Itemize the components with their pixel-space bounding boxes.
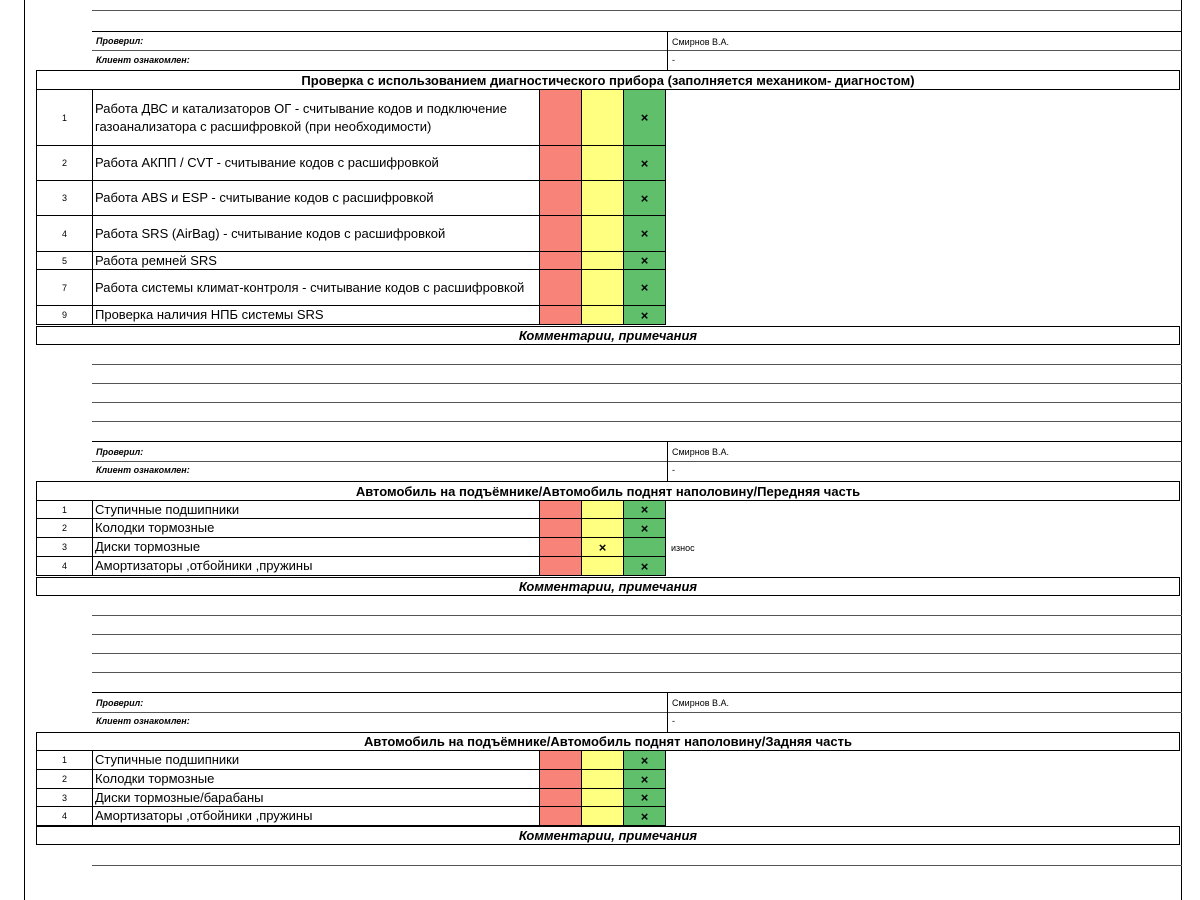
- status-yellow-cell[interactable]: [581, 807, 623, 826]
- row-label: Работа ABS и ESP - считывание кодов с расшифровкой: [92, 181, 539, 216]
- status-green-cell[interactable]: [623, 181, 666, 216]
- check-mark-icon: ×: [598, 539, 607, 555]
- row-label: Работа системы климат-контроля - считывание кодов с расшифровкой: [92, 270, 539, 306]
- row-label: Диски тормозные: [92, 538, 539, 557]
- check-mark-icon: ×: [640, 110, 649, 125]
- status-yellow-cell[interactable]: [581, 216, 623, 252]
- check-mark-icon: ×: [640, 253, 649, 268]
- row-note[interactable]: износ: [671, 542, 695, 553]
- comment-line[interactable]: [92, 441, 1182, 442]
- status-yellow-cell[interactable]: [581, 538, 623, 557]
- checked-by-value: Смирнов В.А.: [672, 447, 729, 457]
- row-number: 9: [36, 306, 92, 325]
- comment-line[interactable]: [92, 634, 1182, 635]
- row-number: 3: [36, 789, 92, 807]
- status-red-cell[interactable]: [539, 751, 581, 770]
- divider: [667, 31, 668, 70]
- comment-line[interactable]: [92, 865, 1182, 866]
- status-yellow-cell[interactable]: [581, 789, 623, 807]
- divider: [92, 50, 1182, 51]
- client-ack-label: Клиент ознакомлен:: [96, 55, 190, 65]
- status-green-cell[interactable]: [623, 90, 666, 146]
- checked-by-label: Проверил:: [96, 698, 144, 708]
- comment-line[interactable]: [92, 653, 1182, 654]
- check-mark-icon: ×: [640, 752, 649, 768]
- row-label: Работа АКПП / CVT - считывание кодов с расшифровкой: [92, 146, 539, 181]
- row-number: 3: [36, 181, 92, 216]
- client-ack-label: Клиент ознакомлен:: [96, 716, 190, 726]
- status-yellow-cell[interactable]: [581, 270, 623, 306]
- page-right-border: [1181, 0, 1182, 900]
- row-label: Работа ДВС и катализаторов ОГ - считывание кодов и подключение газоанализатора с расшифровкой (при необходимости): [92, 90, 539, 146]
- check-mark-icon: ×: [640, 226, 649, 241]
- status-red-cell[interactable]: [539, 252, 581, 270]
- status-green-cell[interactable]: [623, 751, 666, 770]
- comments-title: Комментарии, примечания: [36, 326, 1180, 345]
- check-mark-icon: ×: [640, 280, 649, 295]
- status-yellow-cell[interactable]: [581, 146, 623, 181]
- client-ack-value: -: [672, 465, 675, 475]
- row-number: 3: [36, 538, 92, 557]
- row-number: 1: [36, 90, 92, 146]
- checked-by-label: Проверил:: [96, 447, 144, 457]
- status-green-cell[interactable]: [623, 270, 666, 306]
- checked-by-value: Смирнов В.А.: [672, 37, 729, 47]
- status-green-cell[interactable]: [623, 557, 666, 576]
- status-red-cell[interactable]: [539, 519, 581, 538]
- section-title: Автомобиль на подъёмнике/Автомобиль поднят наполовину/Задняя часть: [36, 732, 1180, 751]
- status-red-cell[interactable]: [539, 538, 581, 557]
- check-mark-icon: ×: [640, 558, 649, 574]
- status-green-cell[interactable]: [623, 146, 666, 181]
- row-label: Ступичные подшипники: [92, 501, 539, 519]
- row-label: Проверка наличия НПБ системы SRS: [92, 306, 539, 325]
- status-yellow-cell[interactable]: [581, 501, 623, 519]
- top-line: [92, 10, 1182, 11]
- status-yellow-cell[interactable]: [581, 90, 623, 146]
- client-ack-value: -: [672, 716, 675, 726]
- status-red-cell[interactable]: [539, 770, 581, 789]
- row-number: 4: [36, 807, 92, 826]
- comment-line[interactable]: [92, 421, 1182, 422]
- comments-title: Комментарии, примечания: [36, 577, 1180, 596]
- status-yellow-cell[interactable]: [581, 770, 623, 789]
- row-number: 2: [36, 770, 92, 789]
- row-number: 1: [36, 501, 92, 519]
- status-red-cell[interactable]: [539, 807, 581, 826]
- row-label: Работа SRS (AirBag) - считывание кодов с расшифровкой: [92, 216, 539, 252]
- comment-line[interactable]: [92, 615, 1182, 616]
- status-red-cell[interactable]: [539, 557, 581, 576]
- client-ack-value: -: [672, 55, 675, 65]
- comment-line[interactable]: [92, 364, 1182, 365]
- status-yellow-cell[interactable]: [581, 751, 623, 770]
- page-left-border: [24, 0, 25, 900]
- check-mark-icon: ×: [640, 190, 649, 206]
- row-number: 2: [36, 519, 92, 538]
- status-red-cell[interactable]: [539, 146, 581, 181]
- comment-line[interactable]: [92, 402, 1182, 403]
- status-green-cell[interactable]: [623, 501, 666, 519]
- status-red-cell[interactable]: [539, 216, 581, 252]
- divider: [667, 441, 668, 481]
- status-green-cell[interactable]: [623, 770, 666, 789]
- row-number: 2: [36, 146, 92, 181]
- comment-line[interactable]: [92, 383, 1182, 384]
- checked-by-value: Смирнов В.А.: [672, 698, 729, 708]
- row-label: Колодки тормозные: [92, 770, 539, 789]
- top-line: [92, 31, 1182, 32]
- section-title: Автомобиль на подъёмнике/Автомобиль поднят наполовину/Передняя часть: [36, 481, 1180, 501]
- row-number: 4: [36, 557, 92, 576]
- status-green-cell[interactable]: [623, 216, 666, 252]
- row-label: Колодки тормозные: [92, 519, 539, 538]
- section-title: Проверка с использованием диагностического прибора (заполняется механиком- диагностом): [36, 70, 1180, 90]
- status-red-cell[interactable]: [539, 501, 581, 519]
- row-label: Амортизаторы ,отбойники ,пружины: [92, 557, 539, 576]
- status-yellow-cell[interactable]: [581, 306, 623, 325]
- row-label: Работа ремней SRS: [92, 252, 539, 270]
- status-red-cell[interactable]: [539, 181, 581, 216]
- comment-line[interactable]: [92, 692, 1182, 693]
- status-yellow-cell[interactable]: [581, 519, 623, 538]
- status-green-cell[interactable]: [623, 807, 666, 826]
- comment-line[interactable]: [92, 672, 1182, 673]
- status-green-cell[interactable]: [623, 252, 666, 270]
- row-label: Диски тормозные/барабаны: [92, 789, 539, 807]
- status-yellow-cell[interactable]: [581, 252, 623, 270]
- divider: [92, 461, 1182, 462]
- status-green-cell[interactable]: [623, 306, 666, 325]
- check-mark-icon: ×: [640, 155, 649, 171]
- row-number: 4: [36, 216, 92, 252]
- comments-title: Комментарии, примечания: [36, 826, 1180, 845]
- status-yellow-cell[interactable]: [581, 557, 623, 576]
- divider: [92, 712, 1182, 713]
- check-mark-icon: ×: [640, 307, 649, 323]
- status-red-cell[interactable]: [539, 789, 581, 807]
- row-label: Ступичные подшипники: [92, 751, 539, 770]
- row-number: 1: [36, 751, 92, 770]
- divider: [667, 692, 668, 732]
- status-green-cell[interactable]: [623, 789, 666, 807]
- status-green-cell[interactable]: [623, 519, 666, 538]
- row-number: 7: [36, 270, 92, 306]
- status-red-cell[interactable]: [539, 90, 581, 146]
- status-green-cell[interactable]: [623, 538, 666, 557]
- status-red-cell[interactable]: [539, 270, 581, 306]
- check-mark-icon: ×: [640, 520, 649, 536]
- check-mark-icon: ×: [640, 808, 649, 824]
- check-mark-icon: ×: [640, 502, 649, 517]
- check-mark-icon: ×: [640, 790, 649, 805]
- check-mark-icon: ×: [640, 771, 649, 787]
- row-number: 5: [36, 252, 92, 270]
- checked-by-label: Проверил:: [96, 36, 144, 46]
- status-yellow-cell[interactable]: [581, 181, 623, 216]
- status-red-cell[interactable]: [539, 306, 581, 325]
- client-ack-label: Клиент ознакомлен:: [96, 465, 190, 475]
- row-label: Амортизаторы ,отбойники ,пружины: [92, 807, 539, 826]
